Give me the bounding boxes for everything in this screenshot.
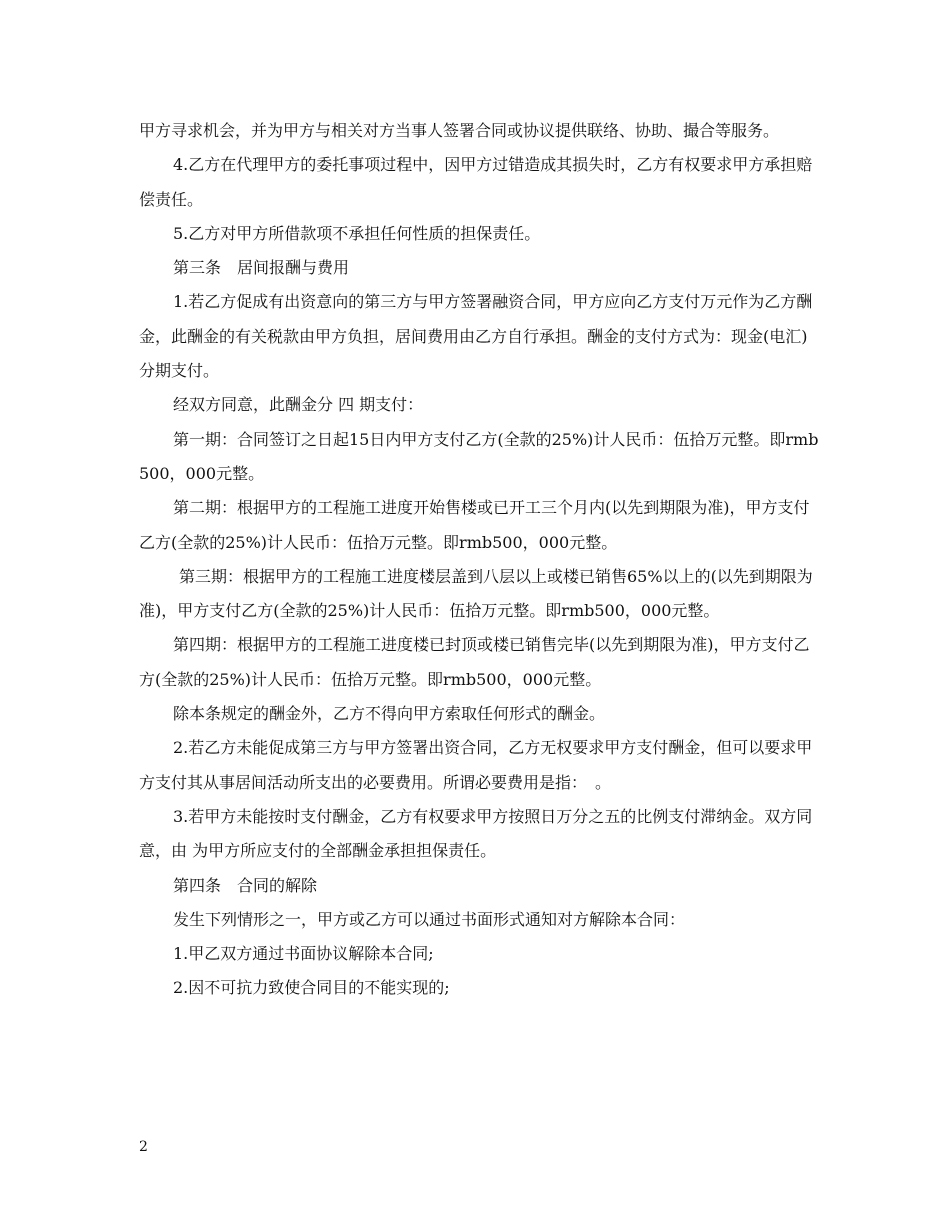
paragraph-15: 1.甲乙双方通过书面协议解除本合同;: [173, 944, 434, 964]
paragraph-11: 2.若乙方未能促成第三方与甲方签署出资合同，乙方无权要求甲方支付酬金，但可以要求甲方支付其从事居间活动所支出的必要费用。所谓必要费用是指： 。: [139, 738, 813, 792]
document-body: [139, 114, 819, 1006]
section-heading-article-4: 第四条 合同的解除: [173, 875, 318, 895]
payment-phase-4: 第四期：根据甲方的工程施工进度楼已封顶或楼已销售完毕(以先到期限为准)，甲方支付乙方(全款的25%)计人民币：伍拾万元整。即rmb500，000元整。: [139, 635, 810, 689]
page-number: 2: [139, 1139, 148, 1155]
paragraph-12: 3.若甲方未能按时支付酬金，乙方有权要求甲方按照日万分之五的比例支付滞纳金。双方同意，由 为甲方所应支付的全部酬金承担担保责任。: [139, 806, 813, 861]
paragraph-1: 4.乙方在代理甲方的委托事项过程中，因甲方过错造成其损失时，乙方有权要求甲方承担赔偿责任。: [139, 155, 813, 209]
paragraph-2: 5.乙方对甲方所借款项不承担任何性质的担保责任。: [173, 223, 541, 243]
paragraph-16: 2.因不可抗力致使合同目的不能实现的;: [173, 978, 450, 998]
paragraph-14: 发生下列情形之一，甲方或乙方可以通过书面形式通知对方解除本合同：: [173, 909, 686, 929]
paragraph-4: 1.若乙方促成有出资意向的第三方与甲方签署融资合同，甲方应向乙方支付万元作为乙方酬金，此酬金的有关税款由甲方负担，居间费用由乙方自行承担。酬金的支付方式为：现金(电汇)分期支付。: [139, 292, 813, 381]
paragraph-0: 甲方寻求机会，并为甲方与相关对方当事人签署合同或协议提供联络、协助、撮合等服务。: [139, 121, 780, 140]
payment-phase-3: 第三期：根据甲方的工程施工进度楼层盖到八层以上或楼已销售65%以上的(以先到期限为准)，甲方支付乙方(全款的25%)计人民币：伍拾万元整。即rmb500，000元整。: [139, 566, 813, 621]
payment-phase-2: 第二期：根据甲方的工程施工进度开始售楼或已开工三个月内(以先到期限为准)，甲方支付乙方(全款的25%)计人民币：伍拾万元整。即rmb500，000元整。: [139, 498, 810, 552]
paragraph-5: 经双方同意，此酬金分 四 期支付：: [173, 395, 424, 415]
paragraph-10: 除本条规定的酬金外，乙方不得向甲方索取任何形式的酬金。: [173, 704, 606, 724]
payment-phase-1: 第一期：合同签订之日起15日内甲方支付乙方(全款的25%)计人民币：伍拾万元整。即rmb500，000元整。: [139, 429, 819, 483]
section-heading-article-3: 第三条 居间报酬与费用: [173, 258, 350, 278]
